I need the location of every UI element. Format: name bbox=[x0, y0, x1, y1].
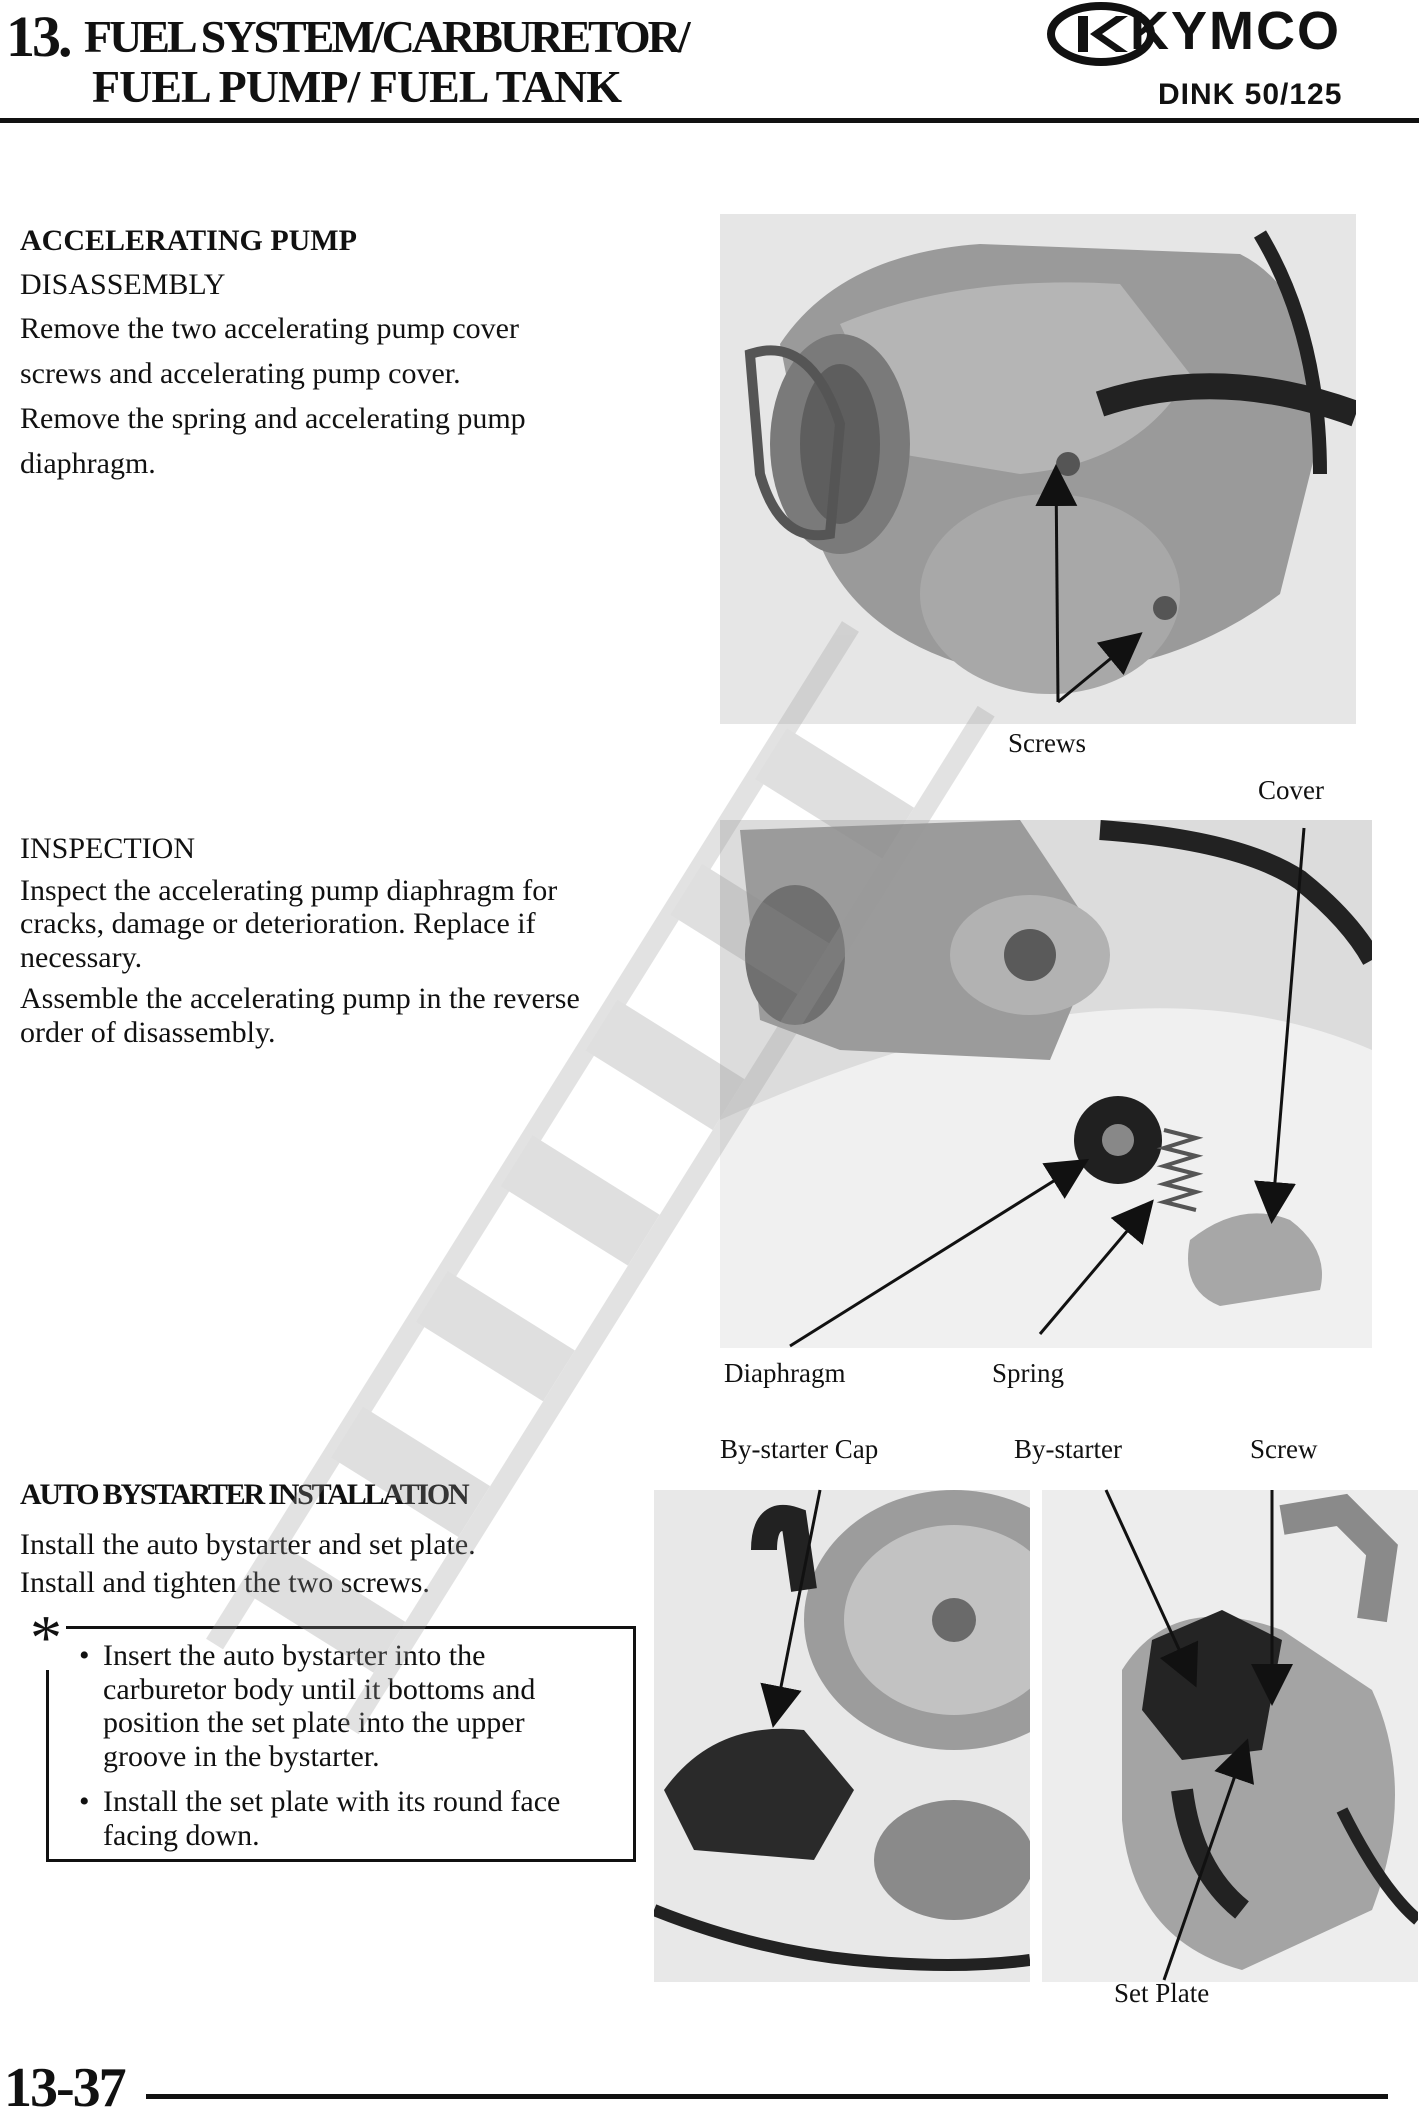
note-line: position the set plate into the upper bbox=[103, 1706, 525, 1740]
chapter-title-line1: FUEL SYSTEM/CARBURETOR/ bbox=[84, 11, 688, 62]
disassembly-line: screws and accelerating pump cover. bbox=[20, 357, 461, 390]
inspection-line: necessary. bbox=[20, 941, 143, 974]
label-bystarter-cap: By-starter Cap bbox=[720, 1434, 879, 1464]
caution-bullet: • bbox=[79, 1639, 90, 1672]
bystarter-heading: AUTO BYSTARTER INSTALLATION bbox=[20, 1478, 468, 1511]
note-line: facing down. bbox=[103, 1818, 260, 1852]
caution-bullet: • bbox=[79, 1785, 90, 1818]
brand-name: KYMCO bbox=[1130, 1, 1341, 61]
caution-asterisk-icon: * bbox=[26, 1606, 66, 1670]
disassembly-line: Remove the spring and accelerating pump bbox=[20, 402, 526, 435]
note-line: Install the set plate with its round face bbox=[103, 1785, 561, 1818]
model-name: DINK 50/125 bbox=[1158, 78, 1343, 111]
label-cover: Cover bbox=[1258, 775, 1324, 805]
accelerating-pump-heading: ACCELERATING PUMP bbox=[20, 224, 357, 257]
inspection-line: order of disassembly. bbox=[20, 1016, 276, 1049]
inspection-heading: INSPECTION bbox=[20, 832, 196, 865]
label-set-plate: Set Plate bbox=[1114, 1978, 1210, 2008]
label-bystarter: By-starter bbox=[1014, 1434, 1122, 1464]
page-number: 13-37 bbox=[4, 2057, 125, 2119]
chapter-title-line2: FUEL PUMP/ FUEL TANK bbox=[92, 61, 622, 112]
inspection-line: Assemble the accelerating pump in the reverse bbox=[20, 982, 580, 1015]
inspection-line: cracks, damage or deterioration. Replace if bbox=[20, 907, 536, 940]
chapter-number: 13. bbox=[6, 4, 70, 69]
label-diaphragm: Diaphragm bbox=[724, 1358, 846, 1388]
note-line: carburetor body until it bottoms and bbox=[103, 1672, 536, 1706]
note-line: Insert the auto bystarter into the bbox=[103, 1639, 486, 1672]
footer-rule bbox=[146, 2094, 1388, 2099]
disassembly-line: Remove the two accelerating pump cover bbox=[20, 312, 519, 345]
label-screw: Screw bbox=[1250, 1434, 1318, 1464]
label-spring: Spring bbox=[992, 1358, 1065, 1388]
inspection-line: Inspect the accelerating pump diaphragm for bbox=[20, 874, 558, 907]
label-screws: Screws bbox=[1008, 728, 1086, 758]
disassembly-line: diaphragm. bbox=[20, 447, 156, 480]
disassembly-subheading: DISASSEMBLY bbox=[20, 268, 226, 301]
note-line: groove in the bystarter. bbox=[103, 1739, 380, 1773]
bystarter-line: Install the auto bystarter and set plate. bbox=[20, 1528, 476, 1561]
bystarter-line: Install and tighten the two screws. bbox=[20, 1566, 430, 1599]
